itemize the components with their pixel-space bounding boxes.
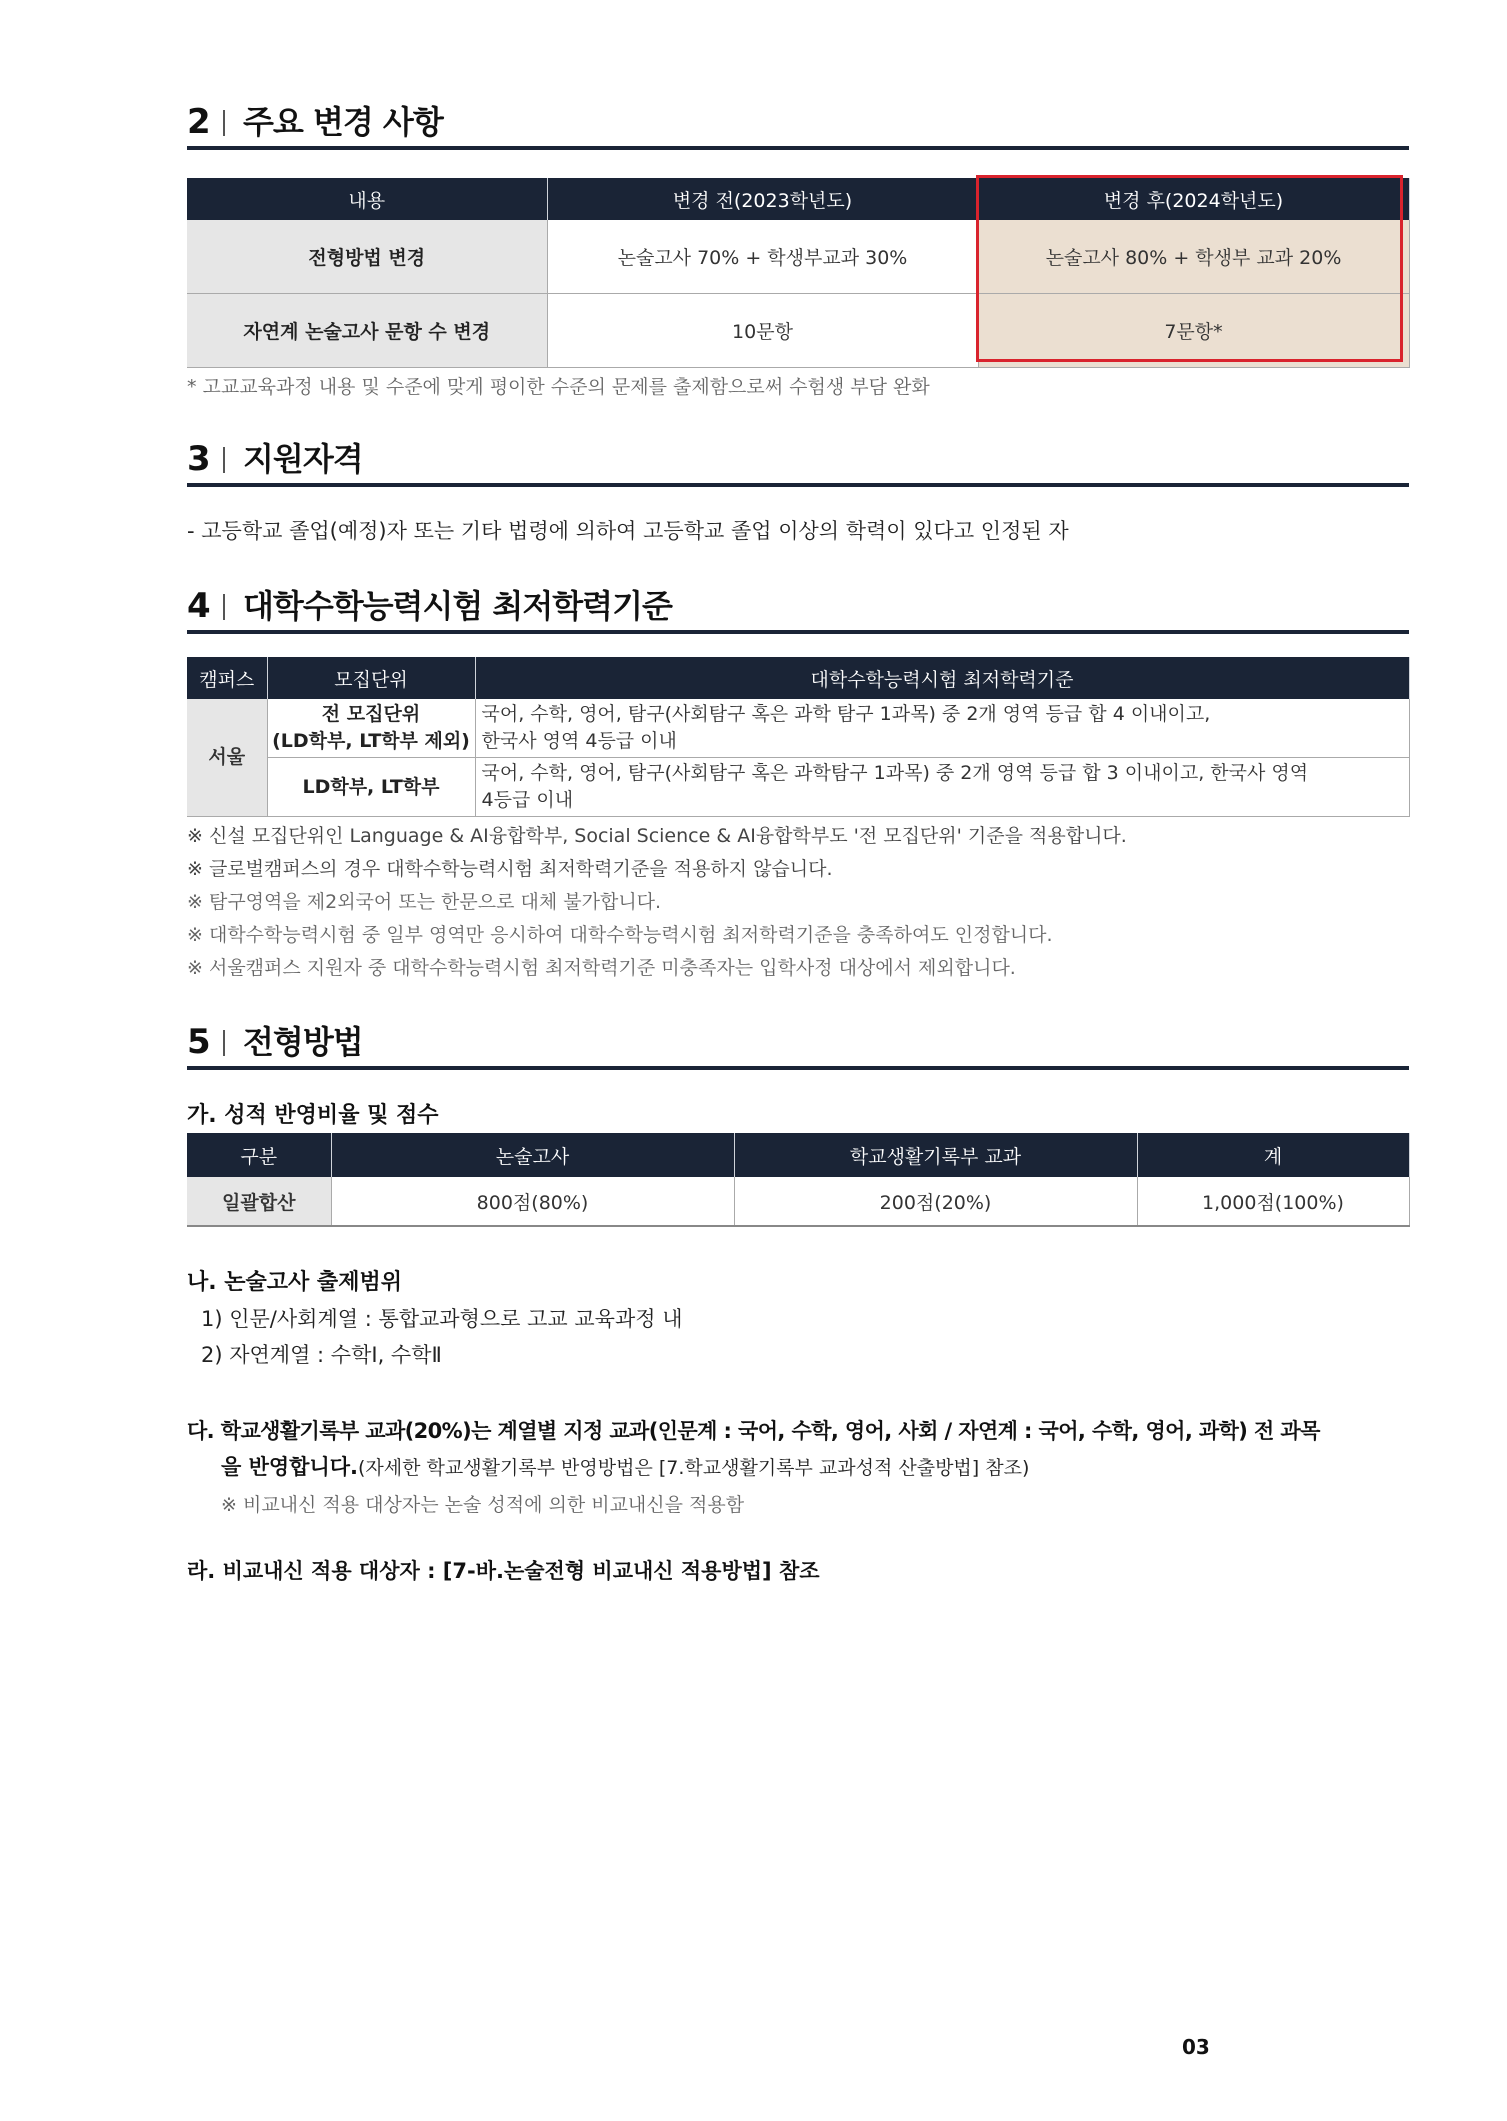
row-label: 자연계 논술고사 문항 수 변경 <box>187 294 547 368</box>
subsection-da-line1: 다. 학교생활기록부 교과(20%)는 계열별 지정 교과(인문계 : 국어, 수학, 영어, 사회 / 자연계 : 국어, 수학, 영어, 과학) 전 과목 <box>187 1419 1320 1443</box>
table-cell: 1,000점(100%) <box>1137 1177 1409 1226</box>
table-cell: 7문항* <box>978 294 1409 368</box>
da-note: ※ 비교내신 적용 대상자는 논술 성적에 의한 비교내신을 적용함 <box>221 1494 745 1516</box>
changes-table <box>187 178 1410 368</box>
list-item: 1) 인문/사회계열 : 통합교과형으로 고교 교육과정 내 <box>201 1307 683 1331</box>
da-line2-bold: 을 반영합니다. <box>221 1455 359 1479</box>
table-header-row <box>187 178 1409 220</box>
section-title: 주요 변경 사항 <box>243 103 443 141</box>
column-header: 모집단위 <box>267 657 475 699</box>
criteria-line: 국어, 수학, 영어, 탐구(사회탐구 혹은 과학 탐구 1과목) 중 2개 영역 등급 합 4 이내이고, <box>481 703 1211 725</box>
table-cell: 10문항 <box>547 294 978 368</box>
table-row <box>187 1177 1409 1226</box>
section-number: 4 <box>187 586 211 626</box>
section-4-heading <box>187 584 1409 634</box>
table-row <box>187 699 1409 758</box>
section-title: 전형방법 <box>243 1023 363 1061</box>
table-row <box>187 758 1409 817</box>
section-number: 5 <box>187 1022 211 1062</box>
table-header-row <box>187 657 1409 699</box>
section-4-notes <box>187 820 1127 985</box>
list-item: 2) 자연계열 : 수학Ⅰ, 수학Ⅱ <box>201 1343 442 1367</box>
table-cell: 200점(20%) <box>734 1177 1137 1226</box>
section-number: 2 <box>187 102 211 142</box>
page-number: 03 <box>1182 2035 1210 2059</box>
da-line2-rest: (자세한 학교생활기록부 반영방법은 [7.학교생활기록부 교과성적 산출방법] 참조) <box>358 1457 1030 1479</box>
criteria-cell <box>475 699 1409 758</box>
note-line: ※ 대학수학능력시험 중 일부 영역만 응시하여 대학수학능력시험 최저학력기준을 충족하여도 인정합니다. <box>187 924 1053 946</box>
subsection-title: 나. 논술고사 출제범위 <box>187 1270 402 1295</box>
section-5-heading <box>187 1020 1409 1070</box>
section-title: 대학수학능력시험 최저학력기준 <box>243 587 672 625</box>
criteria-line: 한국사 영역 4등급 이내 <box>481 730 677 752</box>
divider <box>223 1030 225 1056</box>
column-header: 학교생활기록부 교과 <box>734 1133 1137 1177</box>
unit-line: 전 모집단위 <box>321 703 421 725</box>
score-ratio-table <box>187 1133 1410 1227</box>
minimum-standard-table <box>187 657 1410 817</box>
column-header: 내용 <box>187 178 547 220</box>
column-header: 캠퍼스 <box>187 657 267 699</box>
eligibility-text: - 고등학교 졸업(예정)자 또는 기타 법령에 의하여 고등학교 졸업 이상의 학력이 있다고 인정된 자 <box>187 519 1069 543</box>
column-header: 변경 후(2024학년도) <box>978 178 1409 220</box>
section-3-heading <box>187 437 1409 487</box>
criteria-cell <box>475 758 1409 817</box>
note-line: ※ 탐구영역을 제2외국어 또는 한문으로 대체 불가합니다. <box>187 891 662 913</box>
table-cell: 논술고사 80% + 학생부 교과 20% <box>978 220 1409 294</box>
unit-cell <box>267 699 475 758</box>
table-row <box>187 294 1409 368</box>
campus-cell: 서울 <box>187 699 267 817</box>
column-header: 변경 전(2023학년도) <box>547 178 978 220</box>
section-title: 지원자격 <box>243 440 363 478</box>
criteria-line: 국어, 수학, 영어, 탐구(사회탐구 혹은 과학탐구 1과목) 중 2개 영역 등급 합 3 이내이고, 한국사 영역 <box>481 762 1309 784</box>
subsection-ra: 라. 비교내신 적용 대상자 : [7-바.논술전형 비교내신 적용방법] 참조 <box>187 1559 820 1583</box>
row-label: 일괄합산 <box>187 1177 331 1226</box>
table-cell: 논술고사 70% + 학생부교과 30% <box>547 220 978 294</box>
column-header: 계 <box>1137 1133 1409 1177</box>
divider <box>223 110 225 136</box>
column-header: 대학수학능력시험 최저학력기준 <box>475 657 1409 699</box>
note-line: ※ 신설 모집단위인 Language & AI융합학부, Social Science & AI융합학부도 '전 모집단위' 기준을 적용합니다. <box>187 825 1127 847</box>
section-number: 3 <box>187 439 211 479</box>
table-header-row <box>187 1133 1409 1177</box>
note-line: ※ 서울캠퍼스 지원자 중 대학수학능력시험 최저학력기준 미충족자는 입학사정 대상에서 제외합니다. <box>187 957 1016 979</box>
unit-line: (LD학부, LT학부 제외) <box>272 730 470 752</box>
table-cell: 800점(80%) <box>331 1177 734 1226</box>
row-label: 전형방법 변경 <box>187 220 547 294</box>
divider <box>223 594 225 620</box>
note-line: ※ 글로벌캠퍼스의 경우 대학수학능력시험 최저학력기준을 적용하지 않습니다. <box>187 858 833 880</box>
subsection-da-line2 <box>221 1451 1029 1481</box>
footnote: * 고교교육과정 내용 및 수준에 맞게 평이한 수준의 문제를 출제함으로써 수험생 부담 완화 <box>187 376 930 398</box>
column-header: 논술고사 <box>331 1133 734 1177</box>
criteria-line: 4등급 이내 <box>481 789 574 811</box>
section-2-heading <box>187 100 1409 150</box>
unit-cell: LD학부, LT학부 <box>267 758 475 817</box>
table-row <box>187 220 1409 294</box>
divider <box>223 447 225 473</box>
column-header: 구분 <box>187 1133 331 1177</box>
subsection-title: 가. 성적 반영비율 및 점수 <box>187 1103 439 1128</box>
